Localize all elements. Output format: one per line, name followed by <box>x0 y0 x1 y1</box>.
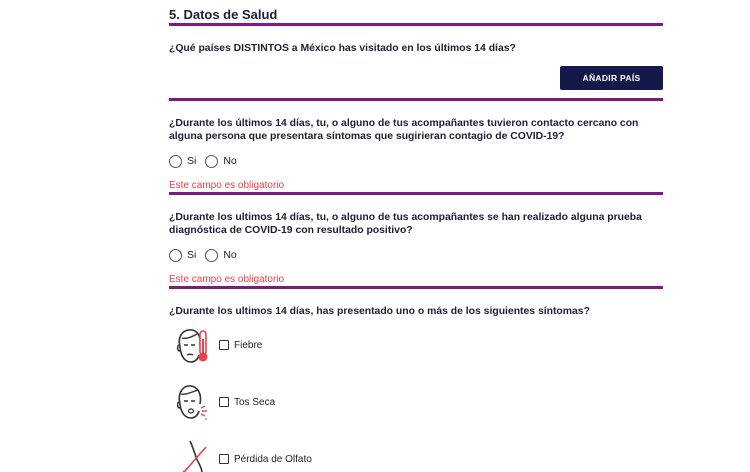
divider <box>169 98 663 101</box>
radio-label: No <box>223 249 237 261</box>
contact-error-message: Este campo es obligatorio <box>169 180 285 191</box>
dry-cough-icon <box>172 382 210 422</box>
dry-cough-checkbox[interactable] <box>219 397 229 407</box>
countries-question: ¿Qué países DISTINTOS a México has visitado en los últimos 14 días? <box>169 43 516 54</box>
divider <box>169 192 663 195</box>
loss-of-smell-checkbox[interactable] <box>219 454 229 464</box>
radio-label: No <box>223 155 237 167</box>
health-form <box>169 0 663 472</box>
test-radio-group <box>169 247 246 263</box>
radio-label: Si <box>187 249 197 261</box>
radio-circle[interactable] <box>169 155 182 168</box>
contact-radio-no[interactable] <box>205 155 236 168</box>
symptoms-question: ¿Durante los ultimos 14 días, has presentado uno o más de los siguientes síntomas? <box>169 306 590 317</box>
divider <box>169 286 663 289</box>
symptom-dry-cough[interactable] <box>172 382 275 422</box>
symptom-label: Fiebre <box>234 339 263 351</box>
loss-of-smell-icon <box>172 439 210 472</box>
fever-checkbox[interactable] <box>219 340 229 350</box>
add-country-button[interactable]: AÑADIR PAÍS <box>560 66 663 90</box>
radio-circle[interactable] <box>205 249 218 262</box>
symptom-label: Tos Seca <box>234 396 276 408</box>
contact-question: ¿Durante los últimos 14 días, tu, o alguno de tus acompañantes tuvieron contacto cercano con alguna persona que presentara síntomas que sugirieran contagio de COVID-19? <box>169 118 639 142</box>
radio-circle[interactable] <box>169 249 182 262</box>
section-title: 5. Datos de Salud <box>169 7 278 22</box>
test-error-message: Este campo es obligatorio <box>169 274 285 285</box>
contact-radio-group <box>169 153 246 169</box>
radio-label: Si <box>187 155 197 167</box>
test-radio-yes[interactable] <box>169 249 196 262</box>
contact-radio-yes[interactable] <box>169 155 196 168</box>
section-divider <box>169 23 663 26</box>
symptom-label: Pérdida de Olfato <box>234 453 312 465</box>
symptom-fever[interactable] <box>172 325 262 365</box>
radio-circle[interactable] <box>205 155 218 168</box>
fever-icon <box>172 325 210 365</box>
test-radio-no[interactable] <box>205 249 236 262</box>
symptom-loss-of-smell[interactable] <box>172 439 312 472</box>
test-question: ¿Durante los ultimos 14 días, tu, o alguno de tus acompañantes se han realizado alguna prueba diagnóstica de COVID-19 con resultado positivo? <box>169 212 642 236</box>
